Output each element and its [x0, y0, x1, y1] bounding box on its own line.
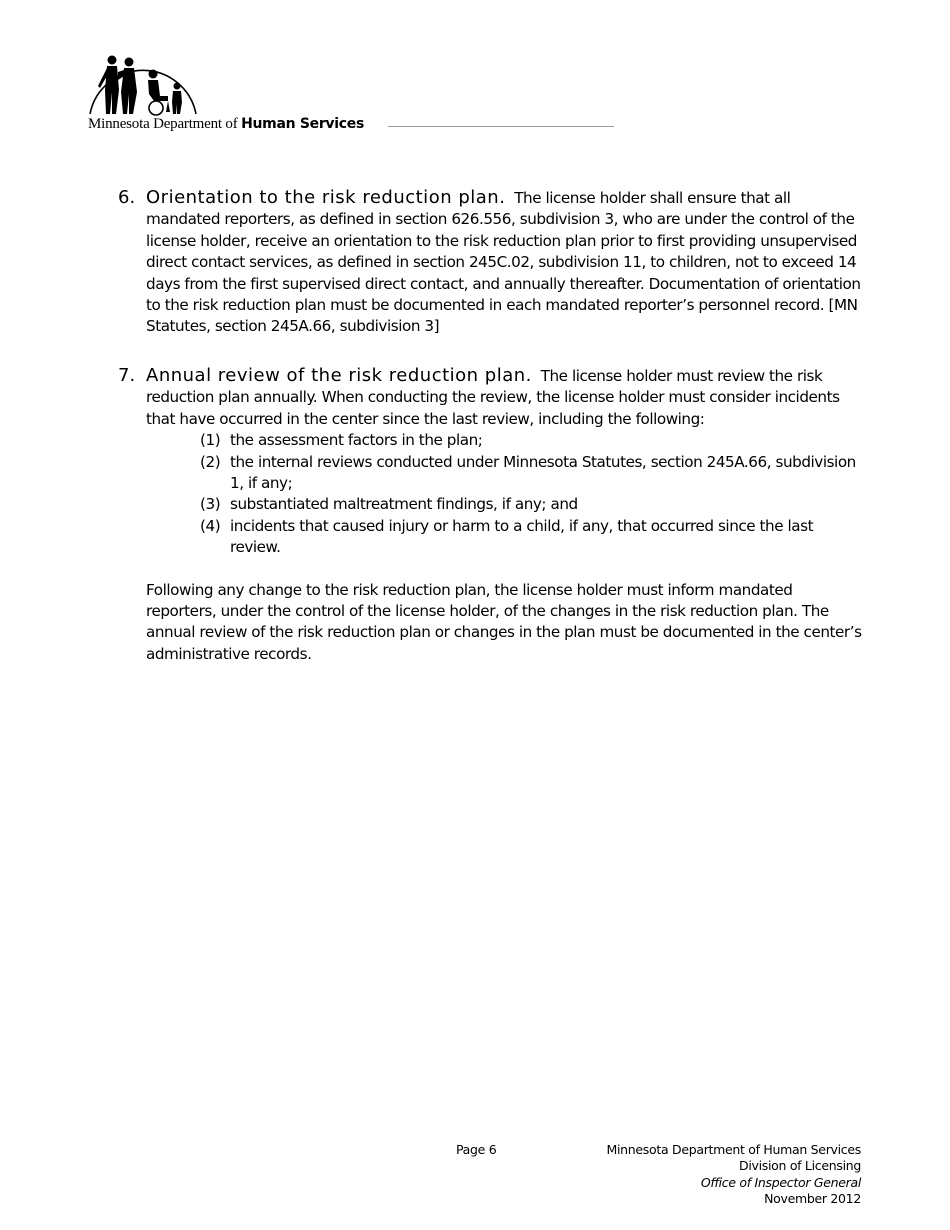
- item-body: The license holder must review the risk reduction plan annually. When conducting the review, the license holder must consider incidents that have occurred in the center since the last review, including the following:: [146, 367, 840, 428]
- item-heading: Annual review of the risk reduction plan.: [146, 365, 532, 386]
- family-silhouette-icon: [88, 52, 208, 118]
- item-number: 7.: [118, 365, 136, 386]
- sub-list-item: [200, 430, 863, 451]
- sub-list: [118, 430, 863, 558]
- sub-item-number: (4): [200, 516, 221, 535]
- list-item-7: [118, 365, 863, 665]
- item-followup: Following any change to the risk reduction plan, the license holder must inform mandated reporters, under the control of the license holder, of the changes in the risk reduction plan. The annual review of the risk reduction plan or changes in the plan must be documented in the center’s administrative records.: [146, 580, 862, 663]
- sub-item-text: substantiated maltreatment findings, if any; and: [230, 495, 578, 514]
- department-name-strong: Human Services: [241, 116, 364, 132]
- footer-org-line: Minnesota Department of Human Services: [606, 1142, 861, 1157]
- list-item-6: [118, 187, 863, 338]
- item-number: 6.: [118, 187, 136, 208]
- footer-organization: [607, 1142, 862, 1208]
- sub-item-text: incidents that caused injury or harm to a child, if any, that occurred since the last review.: [230, 516, 814, 557]
- header-rule: [388, 126, 614, 127]
- footer-office: Office of Inspector General: [700, 1174, 861, 1190]
- page-number: Page 6: [456, 1142, 497, 1157]
- department-name-prefix: Minnesota Department of: [88, 116, 238, 132]
- sub-list-item: [200, 516, 863, 559]
- sub-item-number: (1): [200, 431, 221, 450]
- sub-item-text: the internal reviews conducted under Minnesota Statutes, section 245A.66, subdivision 1, if any;: [230, 452, 856, 493]
- footer-division: Division of Licensing: [739, 1158, 861, 1174]
- footer-date: November 2012: [764, 1191, 861, 1207]
- sub-item-number: (2): [200, 452, 221, 471]
- sub-item-text: the assessment factors in the plan;: [230, 431, 483, 450]
- item-body: The license holder shall ensure that all mandated reporters, as defined in section 626.556, subdivision 3, who are under the control of the license holder, receive an orientation to the risk reduction plan prior to first providing unsupervised direct contact services, as defined in section 245C.02, subdivision 11, to children, not to exceed 14 days from the first supervised direct contact, and annually thereafter. Documentation of orientation to the risk reduction plan must be documented in each mandated reporter’s personnel record. [MN Statutes, section 245A.66, subdivision 3]: [146, 189, 861, 336]
- sub-list-item: [200, 452, 863, 495]
- department-logo: [88, 52, 618, 136]
- department-name: [88, 116, 364, 133]
- sub-item-number: (3): [200, 495, 221, 514]
- item-heading: Orientation to the risk reduction plan.: [146, 187, 506, 208]
- sub-list-item: [200, 494, 863, 515]
